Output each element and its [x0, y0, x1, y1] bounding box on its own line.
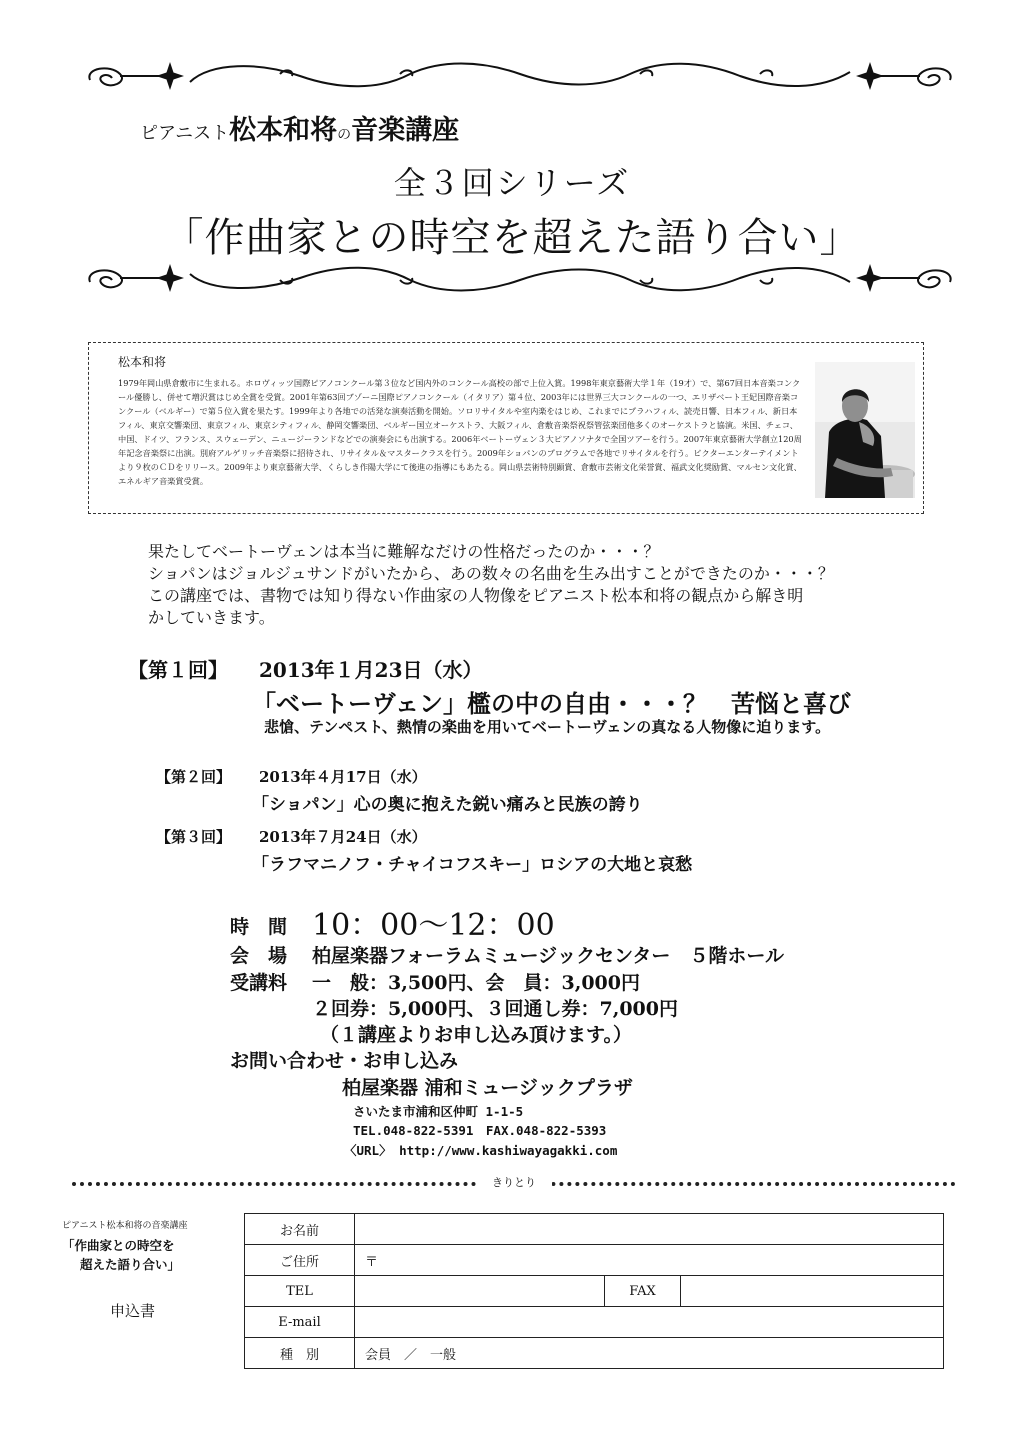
bio-text: 1979年岡山県倉敷市に生まれる。ホロヴィッツ国際ピアノコンクール第３位など国内外のコンクール高校の部で上位入賞。1998年東京藝術大学１年（19才）で、第67回日本音楽コンクール優勝し、併せて増沢賞はじめ全賞を受賞。2001年第63回ブゾーニ国際ピアノコンクール（イタリア）第４位、2003年には世界三大コンクールの一つ、エリザベート王妃国際音楽コンクール（ベルギー）で第５位入賞を果たす。1999年より各地での活発な演奏活動を開始。ソロリサイタルや室内楽をはじめ、これまでにプラハフィル、読売日響、日本フィル、新日本フィル、東京交響楽団、東京フィル、東京シティフィル、静岡交響楽団、ベルギー国立オーケストラ、大阪フィル、倉敷音楽祭祝祭管弦楽団他多くのオーケストラと協演。米国、チェコ、中国、ドイツ、フランス、スウェーデン、ニュージーランドなどでの演奏会にも出演する。2006年ベートーヴェン３大ピアノソナタで全国ツアーを行う。2007年東京藝術大学創立120周年記念音楽祭に出演。別府アルゲリッチ音楽祭に招待され、リサイタル＆マスタークラスを行う。2009年ショパンのプログラムで各地でリサイタルを行う。ビクターエンターテイメントより９枚のＣＤをリリース。2009年より東京藝術大学、くらしき作陽大学にて後進の指導にもあたる。岡山県芸術特別顕賞、倉敷市芸術文化栄誉賞、福武文化奨励賞、マルセン文化賞、エネルギア音楽賞受賞。 [118, 378, 802, 486]
time-label: 時 間 [230, 916, 288, 938]
fax-field[interactable] [681, 1276, 944, 1307]
form-course-subtitle: ピアニスト松本和将の音楽講座 [62, 1221, 188, 1231]
tel-label: TEL [245, 1276, 355, 1307]
contact-name: 柏屋楽器 浦和ミュージックプラザ [342, 1077, 633, 1099]
contact-tel-fax: TEL.048-822-5391 FAX.048-822-5393 [353, 1123, 607, 1138]
series-title: 全３回シリーズ [393, 164, 631, 202]
email-label: E-mail [245, 1307, 355, 1338]
name-label: お名前 [245, 1214, 355, 1245]
lecture1-title: 「ベートーヴェン」檻の中の自由・・・？ 苦悩と喜び [252, 689, 852, 718]
postal-mark: 〒 [365, 1254, 379, 1270]
fee-line1: 一 般：3,500円、会 員：3,000円 [312, 972, 640, 994]
application-form [244, 1213, 944, 1369]
form-row-tel-fax [245, 1276, 944, 1307]
lecture3-date: 2013年７月24日（水） [259, 828, 427, 846]
name-field[interactable] [355, 1214, 944, 1245]
fee-label: 受講料 [230, 972, 288, 994]
form-row-email [245, 1307, 944, 1338]
intro-line: かしていきます。 [148, 608, 275, 627]
bottom-ornament [80, 262, 960, 296]
contact-heading: お問い合わせ・お申し込み [230, 1050, 459, 1072]
intro-line: 果たしてベートーヴェンは本当に難解なだけの性格だったのか・・・？ [148, 542, 660, 561]
tel-field[interactable] [355, 1276, 605, 1307]
lecture1-label: 【第１回】 [128, 658, 228, 682]
pianist-name: 松本和将 [229, 115, 338, 146]
cut-label: きりとり [476, 1174, 552, 1190]
contact-url[interactable]: 〈URL〉 http://www.kashiwayagakki.com [344, 1143, 618, 1158]
type-label: 種 別 [245, 1338, 355, 1369]
lecture2-title: 「ショパン」心の奥に抱えた鋭い痛みと民族の誇り [252, 795, 643, 815]
pianist-photo [815, 362, 915, 498]
pianist-prefix: ピアニスト [140, 123, 230, 144]
time-value: 10：00～12：00 [312, 908, 555, 943]
venue-label: 会 場 [230, 945, 288, 967]
course-name: 音楽講座 [351, 115, 460, 146]
form-row-type [245, 1338, 944, 1369]
main-title: 「作曲家との時空を超えた語り合い」 [163, 215, 861, 261]
type-field[interactable]: 会員 ／ 一般 [355, 1338, 944, 1369]
contact-address: さいたま市浦和区仲町 1-1-5 [353, 1104, 524, 1119]
email-field[interactable] [355, 1307, 944, 1338]
lecture2-date: 2013年４月17日（水） [259, 768, 427, 786]
venue-value: 柏屋楽器フォーラムミュージックセンター ５階ホール [312, 945, 784, 967]
lecture3-title: 「ラフマニノフ・チャイコフスキー」ロシアの大地と哀愁 [252, 855, 693, 875]
intro-text [148, 541, 928, 629]
intro-line: この講座では、書物では知り得ない作曲家の人物像をピアニスト松本和将の観点から解き明 [148, 586, 804, 605]
form-course-title [62, 1236, 222, 1274]
fax-label: FAX [605, 1276, 681, 1307]
particle: の [337, 127, 352, 143]
address-label: ご住所 [245, 1245, 355, 1276]
course-subtitle [140, 108, 459, 147]
lecture3-label: 【第３回】 [156, 828, 232, 846]
form-row-address [245, 1245, 944, 1276]
lecture1-date: 2013年１月23日（水） [259, 658, 483, 682]
lecture2-label: 【第２回】 [156, 768, 232, 786]
top-ornament [80, 60, 960, 94]
fee-line2: ２回券：5,000円、３回通し券：7,000円 [312, 998, 678, 1020]
lecture1-description: 悲愴、テンペスト、熱情の楽曲を用いてベートーヴェンの真なる人物像に迫ります。 [264, 718, 831, 736]
form-title-line2: 超えた語り合い」 [80, 1257, 181, 1272]
bio-name: 松本和将 [118, 355, 167, 369]
intro-line: ショパンはジョルジュサンドがいたから、あの数々の名曲を生み出すことができたのか・・・？ [148, 564, 834, 583]
form-row-name [245, 1214, 944, 1245]
form-title-line1: 「作曲家との時空を [62, 1238, 175, 1253]
fee-note: （１講座よりお申し込み頂けます。） [320, 1024, 632, 1046]
form-doc-title: 申込書 [110, 1302, 156, 1320]
address-field[interactable] [355, 1245, 944, 1276]
